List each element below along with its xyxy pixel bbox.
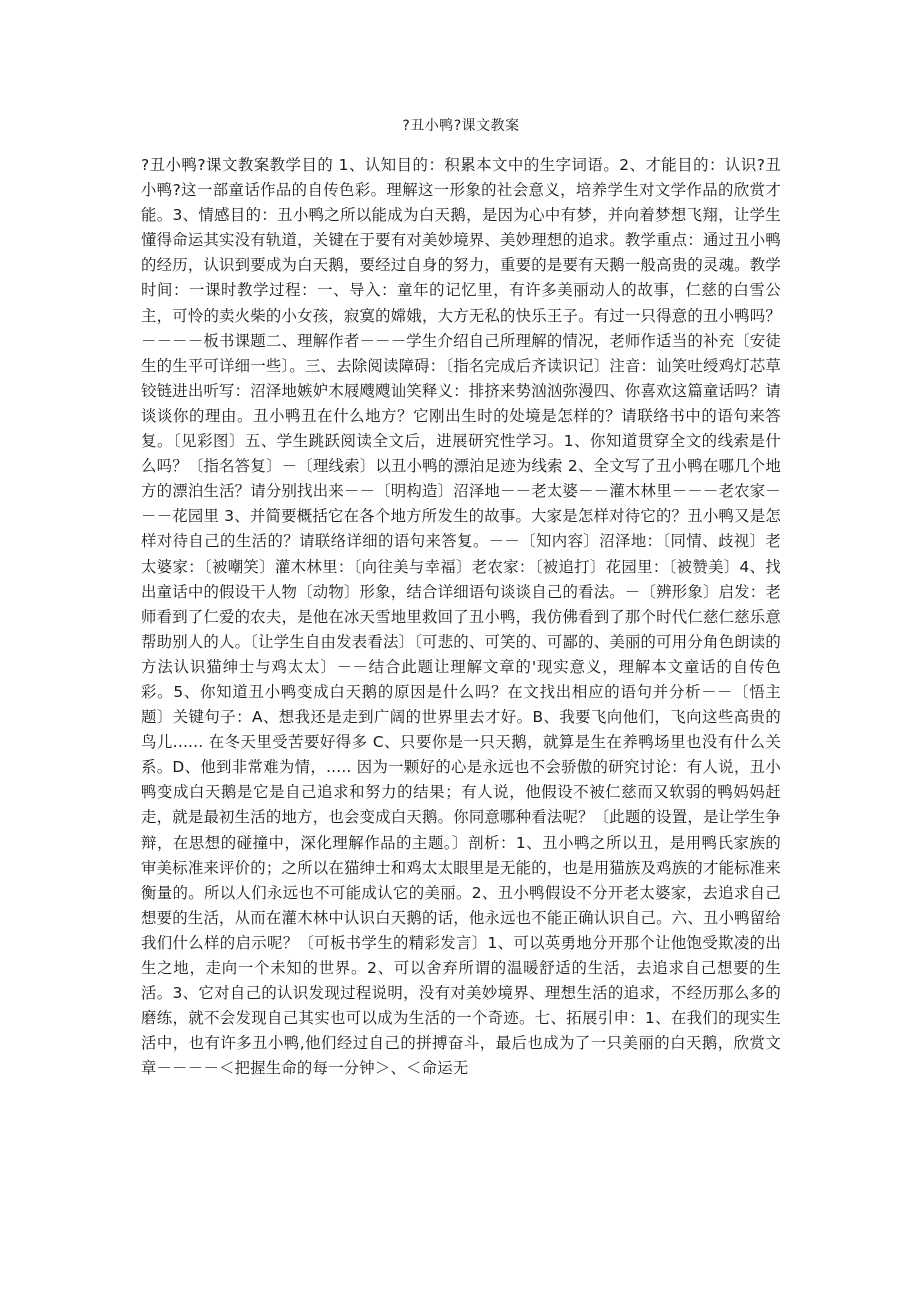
document-title: ?丑小鸭?课文教案 [402,118,520,134]
document-body-paragraph: ?丑小鸭?课文教案教学目的 1、认知目的：积累本文中的生字词语。2、才能目的：认识?丑小鸭?这一部童话作品的自传色彩。理解这一形象的社会意义，培养学生对文学作品的欣赏才能。3、情感目的：丑小鸭之所以能成为白天鹅，是因为心中有梦，并向着梦想飞翔，让学生懂得命运其实没有轨道，关键在于要有对美妙境界、美妙理想的追求。教学重点：通过丑小鸭的经历，认识到要成为白天鹅，要经过自身的努力，重要的是要有天鹅一般高贵的灵魂。教学时间：一课时教学过程：一、导入：童年的记忆里，有许多美丽动人的故事，仁慈的白雪公主，可怜的卖火柴的小女孩，寂寞的嫦娥，大方无私的快乐王子。有过一只得意的丑小鸭吗？－－－－板书课题二、理解作者－－－学生介绍自己所理解的情况，老师作适当的补充〔安徒生的生平可详细一些〕。三、去除阅读障碍：〔指名完成后齐读识记〕注音：讪笑吐绶鸡灯芯草铰链进出听写：沼泽地嫉妒木屐飕飕讪笑释义：排挤来势汹汹弥漫四、你喜欢这篇童话吗？请谈谈你的理由。丑小鸭丑在什么地方？它刚出生时的处境是怎样的？请联络书中的语句来答复。〔见彩图〕五、学生跳跃阅读全文后，进展研究性学习。1、你知道贯穿全文的线索是什么吗？〔指名答复〕－〔理线索〕以丑小鸭的漂泊足迹为线索 2、全文写了丑小鸭在哪几个地方的漂泊生活？请分别找出来－－〔明构造〕沼泽地－－老太婆－－灌木林里－－－老农家－－－花园里 3、并简要概括它在各个地方所发生的故事。大家是怎样对待它的？丑小鸭又是怎样对待自己的生活的？请联络详细的语句来答复。－－〔知内容〕沼泽地：〔同情、歧视〕老太婆家：〔被嘲笑〕灌木林里：〔向往美与幸福〕老农家：〔被追打〕花园里：〔被赞美〕4、找出童话中的假设干人物〔动物〕形象，结合详细语句谈谈自己的看法。－〔辨形象〕启发：老师看到了仁爱的农夫，是他在冰天雪地里救回了丑小鸭，我仿佛看到了那个时代仁慈仁慈乐意帮助别人的人。〔让学生自由发表看法〕〔可悲的、可笑的、可鄙的、美丽的可用分角色朗读的方法认识猫绅士与鸡太太〕－－结合此题让理解文章的'现实意义，理解本文童话的自传色彩。5、你知道丑小鸭变成白天鹅的原因是什么吗？在文找出相应的语句并分析－－〔悟主题〕关键句子：A、想我还是走到广阔的世界里去才好。B、我要飞向他们，飞向这些高贵的鸟儿...... 在冬天里受苦要好得多 C、只要你是一只天鹅，就算是生在养鸭场里也没有什么关系。D、他到非常难为情，..... 因为一颗好的心是永远也不会骄傲的研究讨论：有人说，丑小鸭变成白天鹅是它是自己追求和努力的结果；有人说，他假设不被仁慈而又软弱的鸭妈妈赶走，就是最初生活的地方，也会变成白天鹅。你同意哪种看法呢？〔此题的设置，是让学生争辩，在思想的碰撞中，深化理解作品的主题。〕剖析：1、丑小鸭之所以丑，是用鸭氏家族的审美标准来评价的；之所以在猫绅士和鸡太太眼里是无能的，也是用猫族及鸡族的才能标准来衡量的。所以人们永远也不可能成认它的美丽。2、丑小鸭假设不分开老太婆家，去追求自己想要的生活，从而在灌木林中认识白天鹅的话，他永远也不能正确认识自己。六、丑小鸭留给我们什么样的启示呢？〔可板书学生的精彩发言〕1、可以英勇地分开那个让他饱受欺凌的出生之地，走向一个未知的世界。2、可以舍弃所谓的温暖舒适的生活，去追求自己想要的生活。3、它对自己的认识发现过程说明，没有对美妙境界、理想生活的追求，不经历那么多的磨练，就不会发现自己其实也可以成为生活的一个奇迹。七、拓展引申：1、在我们的现实生活中，也有许多丑小鸭,他们经过自己的拼搏奋斗，最后也成为了一只美丽的白天鹅，欣赏文章－－－－＜把握生命的每一分钟＞、＜命运无 [141,156,781,1078]
